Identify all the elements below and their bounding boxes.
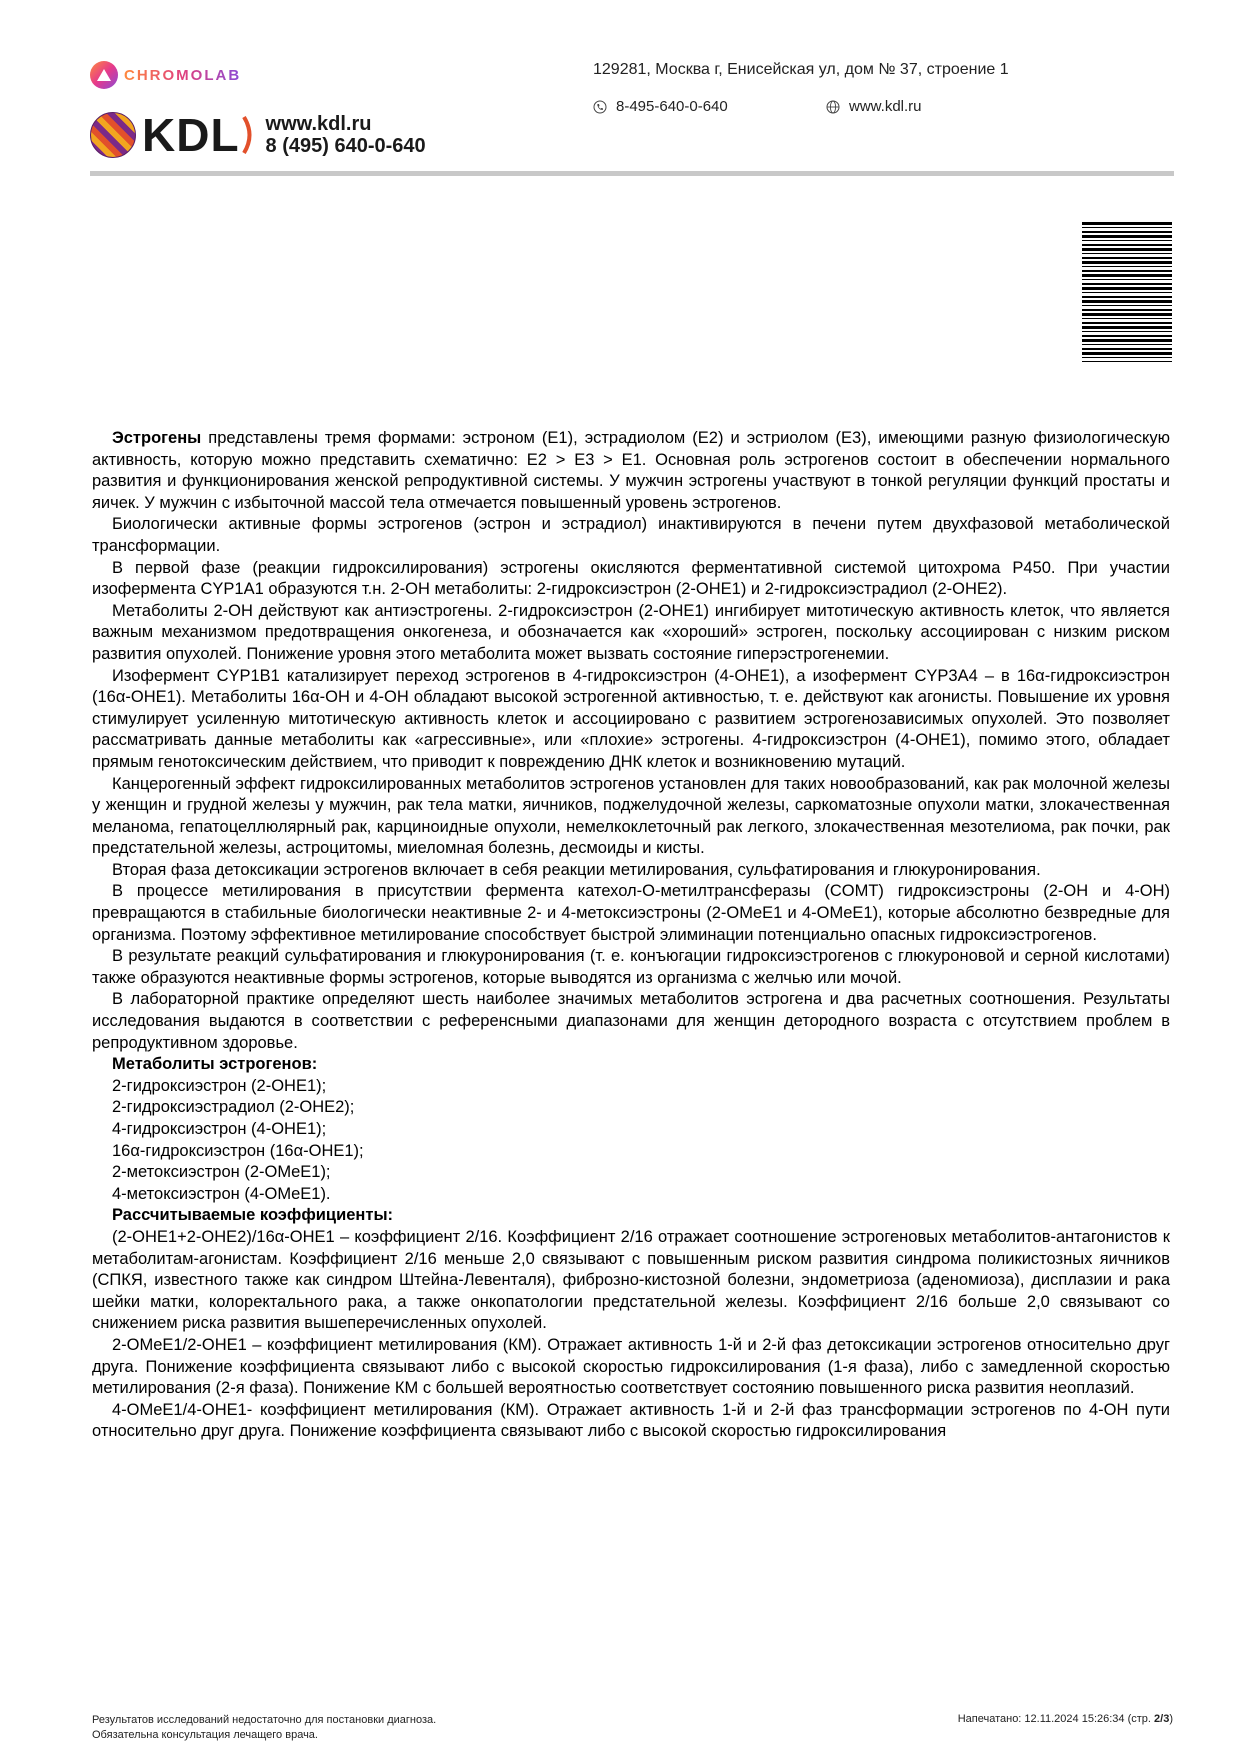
- paragraph: В лабораторной практике определяют шесть наиболее значимых метаболитов эстрогена и два расчетных соотношения. Результаты исследования выдаются в соответствии с референсными диапазонами для женщин детородного возраста с отсутствием проблем в репродуктивном здоровье.: [92, 990, 1170, 1052]
- kdl-contacts: [266, 113, 426, 157]
- paragraph: Вторая фаза детоксикации эстрогенов включает в себя реакции метилирования, сульфатирования и глюкуронирования.: [112, 860, 1041, 879]
- metabolite-item: 2-гидроксиэстрадиол (2-OHE2);: [112, 1098, 355, 1117]
- kdl-ball-icon: [90, 112, 136, 158]
- printed-label: Напечатано: 12.11.2024 15:26:34 (стр.: [957, 1713, 1151, 1725]
- report-text: [92, 428, 1170, 1443]
- kdl-chevron-icon: [242, 115, 256, 155]
- paragraph: Канцерогенный эффект гидроксилированных метаболитов эстрогенов установлен для таких новообразований, как рак молочной железы у женщин и грудной железы у мужчин, рак тела матки, яичников, поджелудочной железы, саркоматозные опухоли матки, злокачественная меланома, гепатоцеллюлярный рак, карциноидные опухоли, немелкоклеточный рак легкого, злокачественная мезотелиома, рак почки, рак предстательной железы, астроцитомы, миеломная болезнь, десмоиды и кисты.: [92, 774, 1170, 858]
- chromolab-logo-icon: [90, 61, 118, 89]
- lab-website: [826, 98, 922, 115]
- paragraph: Метаболиты 2-ОН действуют как антиэстрогены. 2-гидроксиэстрон (2-OHE1) ингибирует митотическую активность клеток, что является важным механизмом предотвращения онкогенеза, и обозначается как «хороший» эстроген, поскольку ассоциирован с низким риском развития опухолей. Понижение уровня этого метаболита может вызвать состояние гиперэстрогенемии.: [92, 601, 1170, 663]
- lab-phone-text: 8-495-640-0-640: [616, 98, 728, 115]
- kdl-site: www.kdl.ru: [265, 113, 372, 135]
- kdl-logo-text: KDL: [142, 109, 240, 161]
- metabolite-item: 2-гидроксиэстрон (2-OHE1);: [112, 1076, 327, 1095]
- paragraph: В процессе метилирования в присутствии фермента катехол-О-метилтрансферазы (COMT) гидроксиэстроны (2-OH и 4-OH) превращаются в стабильные биологически неактивные 2- и 4-метоксиэстроны (2-OMeE1 и 4-OMeE1), которые абсолютно безвредные для организма. Поэтому эффективное метилирование способствует быстрой элиминации потенциально опасных гидроксиэстрогенов.: [92, 882, 1170, 944]
- footer-disclaimer: [92, 1713, 436, 1743]
- paragraph: Биологически активные формы эстрогенов (эстрон и эстрадиол) инактивируются в печени путем двухфазовой метаболической трансформации.: [92, 515, 1170, 555]
- chromolab-logo: [90, 60, 241, 90]
- coefficient-paragraph: 4-OMeE1/4-OHE1- коэффициент метилирования (КМ). Отражает активность 1-й и 2-й фаз трансформации эстрогенов по 4-ОН пути относительно друг друга. Понижение коэффициента связывают либо с высокой скоростью гидроксилирования: [92, 1400, 1170, 1441]
- paragraph-estrogens-intro: [92, 428, 1170, 514]
- lab-phone: [593, 98, 728, 115]
- metabolite-item: 2-метоксиэстрон (2-OMeE1);: [112, 1163, 331, 1182]
- footer-print-info: [958, 1713, 1173, 1725]
- lab-website-text: www.kdl.ru: [849, 98, 922, 115]
- footer-note: Обязательна консультация лечащего врача.: [92, 1729, 318, 1741]
- estrogens-term: Эстрогены: [112, 429, 202, 447]
- lab-address: 129281, Москва г, Енисейская ул, дом № 37, строение 1: [593, 61, 1009, 78]
- footer-note: Результатов исследований недостаточно для постановки диагноза.: [92, 1714, 437, 1726]
- paragraph: В результате реакций сульфатирования и глюкуронирования (т. е. конъюгации гидроксиэстрогенов с глюкуроновой и серной кислотами) также образуются неактивные формы эстрогенов, которые выводятся из организма с желчью или мочой.: [92, 947, 1170, 987]
- paragraph-text: представлены тремя формами: эстроном (Е1), эстрадиолом (Е2) и эстриолом (Е3), имеющими разную физиологическую активность, которую можно представить схематично: Е2 > Е3 > Е1. Основная роль эстрогенов состоит в обеспечении нормального развития и функционирования женской репродуктивной системы. У мужчин эстрогены участвуют в тонкой регуляции функций простаты и яичек. У мужчин с избыточной массой тела отмечается повышенный уровень эстрогенов.: [92, 429, 1170, 512]
- coefficient-paragraph: (2-OHE1+2-OHE2)/16α-OHE1 – коэффициент 2/16. Коэффициент 2/16 отражает соотношение эстрогеновых метаболитов-антагонистов к метаболитам-агонистам. Коэффициент 2/16 меньше 2,0 связывают с повышенным риском развития синдрома поликистозных яичников (СПКЯ, известного также как синдром Штейна-Левенталя), фиброзно-кистозной болезни, эндометриоза (аденомиоза), дисплазии и рака шейки матки, колоректального рака, а также онкопатологии предстательной железы. Коэффициент 2/16 больше 2,0 связывают со снижением риска развития вышеперечисленных опухолей.: [92, 1227, 1170, 1333]
- kdl-logo: [90, 110, 426, 160]
- paragraph: В первой фазе (реакции гидроксилирования) эстрогены окисляются ферментативной системой цитохрома Р450. При участии изофермента CYP1A1 образуются т.н. 2-ОН метаболиты: 2-гидроксиэстрон (2-OHE1) и 2-гидроксиэстрадиол (2-OHE2).: [92, 558, 1170, 599]
- paragraph: Изофермент CYP1B1 катализирует переход эстрогенов в 4-гидроксиэстрон (4-OHE1), а изофермент CYP3A4 – в 16α-гидроксиэстрон (16α-OHE1). Метаболиты 16α-ОН и 4-ОН обладают высокой эстрогенной активностью, т. е. действуют как агонисты. Повышение их уровня стимулирует усиленную митотическую активность клеток и ассоциировано с развитием эстрогенозависимых опухолей. Это позволяет рассматривать данные метаболиты как «агрессивные», или «плохие» эстрогены. 4-гидроксиэстрон (4-OHE1), помимо этого, обладает прямым генотоксическим действием, что приводит к повреждению ДНК клеток и возникновению мутаций.: [92, 666, 1170, 771]
- chromolab-logo-text: CHROMOLAB: [124, 66, 242, 84]
- kdl-phone: 8 (495) 640-0-640: [265, 135, 426, 157]
- metabolite-item: 4-гидроксиэстрон (4-OHE1);: [112, 1120, 327, 1138]
- coefficient-paragraph: 2-OMeE1/2-OHE1 – коэффициент метилирования (КМ). Отражает активность 1-й и 2-й фаз детоксикации эстрогенов относительно друг друга. Понижение коэффициента связывают либо с высокой скоростью гидроксилирования (1-я фаза), либо с замедленной скоростью метилирования (2-я фаза). Понижение КМ с большей вероятностью соответствует состоянию повышенного риска развития неоплазий.: [92, 1335, 1170, 1398]
- metabolite-item: 16α-гидроксиэстрон (16α-OHE1);: [112, 1141, 364, 1160]
- phone-icon: [593, 100, 607, 114]
- globe-icon: [826, 100, 840, 114]
- barcode: [1082, 222, 1172, 362]
- header-divider: [90, 171, 1174, 176]
- printed-close: ): [1169, 1713, 1173, 1725]
- metabolite-item: 4-метоксиэстрон (4-OMeE1).: [112, 1184, 331, 1203]
- coefficients-heading: Рассчитываемые коэффициенты:: [112, 1206, 394, 1225]
- metabolites-heading: Метаболиты эстрогенов:: [112, 1055, 318, 1074]
- page-number: 2/3: [1154, 1713, 1170, 1725]
